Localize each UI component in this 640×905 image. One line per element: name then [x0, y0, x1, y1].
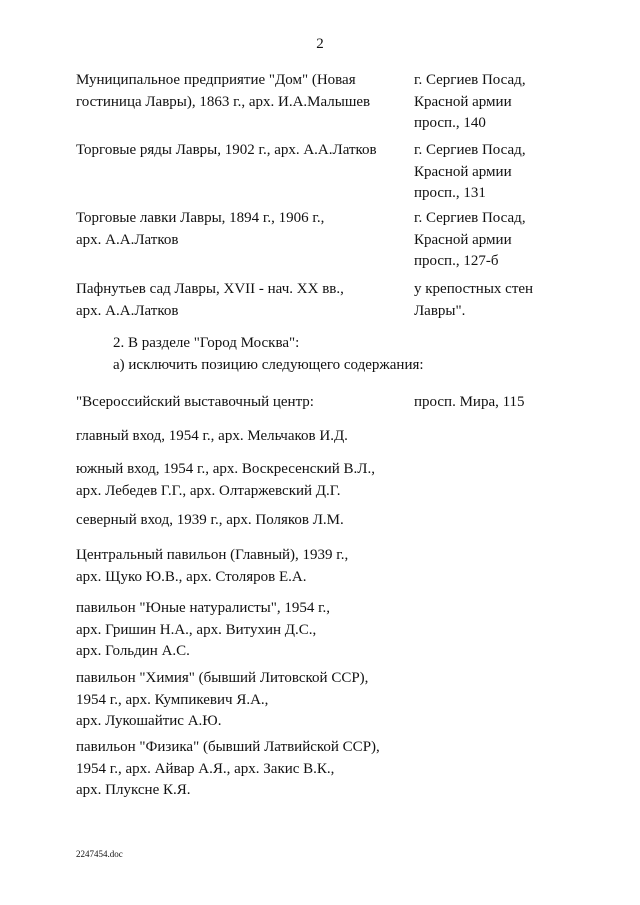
object-name-line: 1954 г., арх. Айвар А.Я., арх. Закис В.К.,: [76, 760, 335, 777]
object-address-line: Красной армии: [414, 231, 512, 248]
object-name-line: северный вход, 1939 г., арх. Поляков Л.М.: [76, 512, 344, 528]
object-address-line: г. Сергиев Посад,: [414, 142, 526, 158]
object-name-line: павильон "Химия" (бывший Литовской ССР),: [76, 670, 369, 686]
object-address-line: г. Сергиев Посад,: [414, 210, 526, 226]
object-name: [76, 140, 396, 162]
object-name: [76, 279, 396, 322]
object-name-line: Пафнутьев сад Лавры, XVII - нач. XX вв.,: [76, 281, 344, 297]
object-name-line: гостиница Лавры), 1863 г., арх. И.А.Малышев: [76, 93, 371, 110]
object-address: [414, 392, 594, 414]
object-name-line: Торговые ряды Лавры, 1902 г., арх. А.А.Латков: [76, 142, 377, 158]
object-address-line: Красной армии: [414, 93, 512, 110]
object-address-line: Красной армии: [414, 163, 512, 180]
object-name-line: арх. А.А.Латков: [76, 302, 179, 319]
object-name: [76, 545, 396, 588]
object-name-line: арх. Гришин Н.А., арх. Витухин Д.С.,: [76, 621, 317, 638]
object-address-line: просп., 140: [414, 115, 486, 131]
section-instruction-line: а) исключить позицию следующего содержания:: [113, 356, 424, 373]
object-address-line: просп., 131: [414, 185, 486, 201]
object-address: [414, 208, 594, 273]
object-address: [414, 70, 594, 135]
object-name: [76, 737, 396, 802]
object-name-line: павильон "Физика" (бывший Латвийской ССР),: [76, 739, 380, 755]
object-name-line: Центральный павильон (Главный), 1939 г.,: [76, 547, 349, 563]
object-name-line: павильон "Юные натуралисты", 1954 г.,: [76, 600, 331, 616]
object-name-line: главный вход, 1954 г., арх. Мельчаков И.Д.: [76, 428, 348, 444]
object-name-line: арх. Щуко Ю.В., арх. Столяров Е.А.: [76, 568, 307, 585]
object-name: [76, 426, 396, 448]
object-address: [414, 279, 594, 322]
section-heading: [113, 333, 424, 376]
object-name: [76, 598, 396, 663]
object-name: [76, 459, 396, 502]
object-name: [76, 510, 396, 532]
object-name-line: Муниципальное предприятие "Дом" (Новая: [76, 72, 356, 88]
object-name: [76, 392, 396, 414]
object-name-line: арх. Лебедев Г.Г., арх. Олтаржевский Д.Г.: [76, 482, 341, 499]
object-address-line: у крепостных стен: [414, 281, 534, 297]
object-name-line: арх. А.А.Латков: [76, 231, 179, 248]
object-address-line: г. Сергиев Посад,: [414, 72, 526, 88]
section-heading-line: 2. В разделе "Город Москва":: [113, 335, 300, 351]
object-name: [76, 208, 396, 251]
object-name-line: 1954 г., арх. Кумпикевич Я.А.,: [76, 691, 269, 708]
object-name-line: арх. Плуксне К.Я.: [76, 782, 191, 798]
object-name-line: арх. Лукошайтис А.Ю.: [76, 713, 222, 729]
object-name-line: южный вход, 1954 г., арх. Воскресенский В.Л.,: [76, 461, 375, 477]
object-name-line: Торговые лавки Лавры, 1894 г., 1906 г.,: [76, 210, 325, 226]
object-address: [414, 140, 594, 205]
document-filename: 2247454.doc: [76, 849, 123, 859]
object-name: [76, 668, 396, 733]
object-address-line: просп., 127-б: [414, 253, 499, 269]
object-address-line: Лавры".: [414, 302, 466, 319]
object-address-line: просп. Мира, 115: [414, 394, 525, 410]
object-name-line: арх. Гольдин А.С.: [76, 643, 190, 659]
object-name-line: "Всероссийский выставочный центр:: [76, 394, 314, 410]
object-name: [76, 70, 396, 113]
page-number: 2: [316, 36, 324, 52]
